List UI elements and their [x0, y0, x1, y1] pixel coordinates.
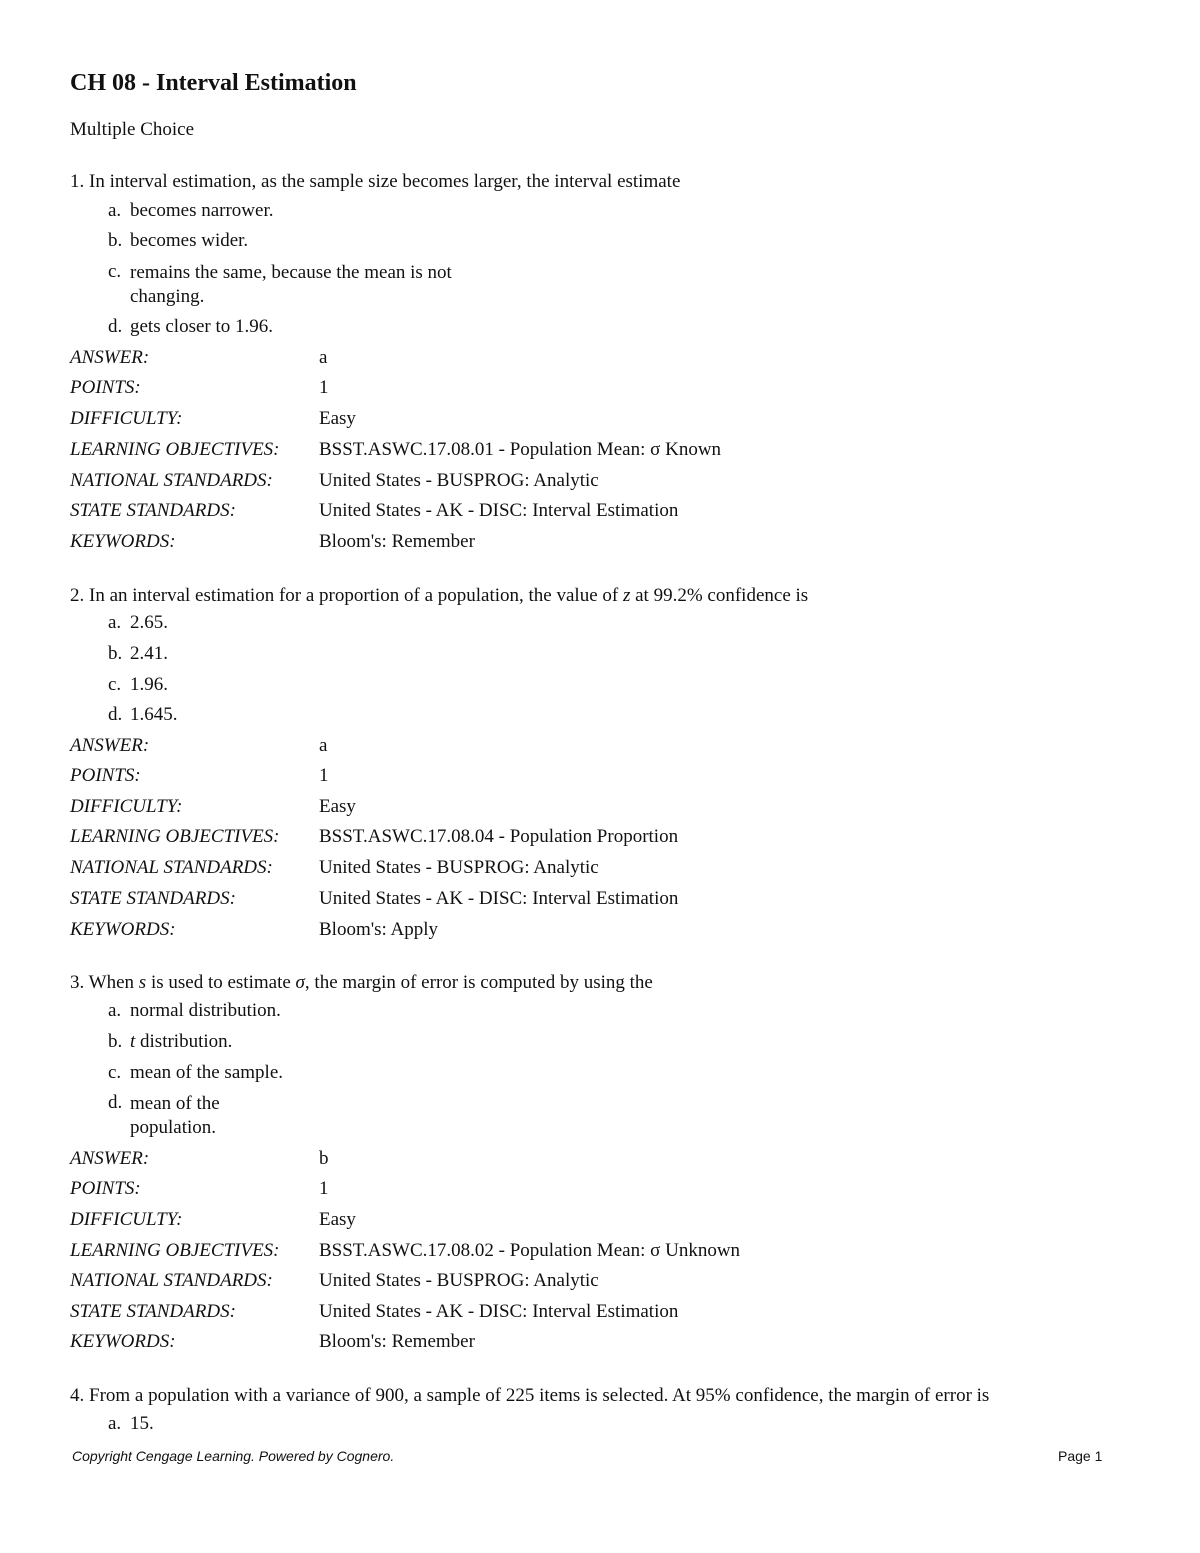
points-value: 1 [319, 377, 329, 398]
points-label: POINTS: [70, 765, 141, 786]
option-text: 2.41. [130, 643, 168, 664]
q1-answer-row [70, 347, 327, 369]
answer-label: ANSWER: [70, 347, 150, 368]
q3-difficulty-row [70, 1209, 356, 1231]
variable-t: t [130, 1031, 136, 1052]
question-text: In interval estimation, as the sample size becomes larger, the interval estimate [89, 171, 681, 192]
question-1-stem [70, 171, 680, 193]
page-title: CH 08 - Interval Estimation [70, 70, 357, 96]
state-standards-label: STATE STANDARDS: [70, 500, 236, 521]
national-standards-label: NATIONAL STANDARDS: [70, 857, 273, 878]
learning-objectives-value: BSST.ASWC.17.08.01 - Population Mean: σ Known [319, 439, 722, 460]
national-standards-value: United States - BUSPROG: Analytic [319, 857, 599, 878]
state-standards-label: STATE STANDARDS: [70, 1301, 236, 1322]
q3-state-standards-row [70, 1301, 678, 1323]
difficulty-label: DIFFICULTY: [70, 408, 183, 429]
answer-value: b [319, 1148, 329, 1169]
option-letter: a. [108, 1413, 122, 1434]
q2-points-row [70, 765, 329, 787]
option-letter: c. [108, 674, 122, 695]
q2-national-standards-row [70, 857, 599, 879]
state-standards-value: United States - AK - DISC: Interval Estimation [319, 888, 679, 909]
q3-keywords-row [70, 1331, 475, 1353]
difficulty-value: Easy [319, 796, 356, 817]
keywords-label: KEYWORDS: [70, 1331, 176, 1352]
learning-objectives-label: LEARNING OBJECTIVES: [70, 826, 280, 847]
option-text: distribution. [140, 1031, 233, 1052]
question-4-stem [70, 1385, 989, 1407]
question-2-option-c [108, 674, 168, 696]
answer-value: a [319, 735, 328, 756]
q1-keywords-row [70, 531, 475, 553]
q1-state-standards-row [70, 500, 678, 522]
option-text: gets closer to 1.96. [130, 316, 274, 337]
difficulty-value: Easy [319, 1209, 356, 1230]
option-text: normal distribution. [130, 1000, 281, 1021]
question-text: is used to estimate [150, 972, 291, 993]
question-2-option-d [108, 704, 178, 726]
option-letter: c. [108, 261, 122, 282]
q1-difficulty-row [70, 408, 356, 430]
option-text: remains the same, because the mean is not changing. [130, 262, 452, 307]
option-text: mean of the sample. [130, 1062, 284, 1083]
points-label: POINTS: [70, 377, 141, 398]
answer-label: ANSWER: [70, 735, 150, 756]
option-letter: d. [108, 704, 123, 725]
variable-s: s [138, 972, 147, 993]
learning-objectives-label: LEARNING OBJECTIVES: [70, 439, 280, 460]
national-standards-value: United States - BUSPROG: Analytic [319, 470, 599, 491]
question-3-option-b [108, 1031, 232, 1053]
option-letter: d. [108, 1092, 123, 1113]
question-2-stem [70, 585, 808, 607]
option-letter: a. [108, 200, 122, 221]
q1-national-standards-row [70, 470, 599, 492]
q3-answer-row [70, 1148, 329, 1170]
state-standards-label: STATE STANDARDS: [70, 888, 236, 909]
keywords-value: Bloom's: Remember [319, 531, 475, 552]
question-3-option-d [108, 1092, 240, 1140]
national-standards-value: United States - BUSPROG: Analytic [319, 1270, 599, 1291]
option-text: becomes wider. [130, 230, 249, 251]
option-letter: c. [108, 1062, 122, 1083]
option-text: 1.96. [130, 674, 168, 695]
q1-learning-objectives-row [70, 439, 721, 461]
learning-objectives-value: BSST.ASWC.17.08.02 - Population Mean: σ Unknown [319, 1240, 741, 1261]
option-text: 2.65. [130, 612, 168, 633]
option-letter: b. [108, 1031, 123, 1052]
option-letter: b. [108, 643, 123, 664]
option-letter: a. [108, 1000, 122, 1021]
question-text: When [88, 972, 135, 993]
difficulty-label: DIFFICULTY: [70, 796, 183, 817]
question-text: From a population with a variance of 900, a sample of 225 items is selected. At 95% confidence, the margin of error is [89, 1385, 990, 1406]
national-standards-label: NATIONAL STANDARDS: [70, 470, 273, 491]
learning-objectives-value: BSST.ASWC.17.08.04 - Population Proportion [319, 826, 679, 847]
question-3-stem [70, 972, 653, 994]
question-2-option-a [108, 612, 168, 634]
keywords-value: Bloom's: Apply [319, 919, 439, 940]
difficulty-value: Easy [319, 408, 356, 429]
question-1-option-c [108, 261, 510, 309]
option-letter: b. [108, 230, 123, 251]
answer-value: a [319, 347, 328, 368]
footer-copyright: Copyright Cengage Learning. Powered by Cognero. [72, 1448, 395, 1464]
option-text: 1.645. [130, 704, 178, 725]
keywords-label: KEYWORDS: [70, 919, 176, 940]
q3-national-standards-row [70, 1270, 599, 1292]
variable-z: z [622, 585, 631, 606]
option-letter: d. [108, 316, 123, 337]
option-text: 15. [130, 1413, 154, 1434]
question-1-option-d [108, 316, 273, 338]
question-1-option-a [108, 200, 274, 222]
learning-objectives-label: LEARNING OBJECTIVES: [70, 1240, 280, 1261]
section-heading: Multiple Choice [70, 119, 195, 140]
question-text: , the margin of error is computed by using the [304, 972, 653, 993]
variable-sigma: σ [295, 972, 305, 993]
q2-state-standards-row [70, 888, 678, 910]
points-value: 1 [319, 1178, 329, 1199]
question-4-option-a [108, 1413, 154, 1435]
question-number: 4. [70, 1385, 85, 1406]
question-3-option-c [108, 1062, 283, 1084]
question-text: In an interval estimation for a proportion of a population, the value of [89, 585, 619, 606]
question-number: 1. [70, 171, 85, 192]
question-text: at 99.2% confidence is [635, 585, 809, 606]
q2-answer-row [70, 735, 327, 757]
question-number: 2. [70, 585, 85, 606]
q1-points-row [70, 377, 329, 399]
state-standards-value: United States - AK - DISC: Interval Estimation [319, 500, 679, 521]
question-number: 3. [70, 972, 85, 993]
points-value: 1 [319, 765, 329, 786]
keywords-value: Bloom's: Remember [319, 1331, 475, 1352]
q2-difficulty-row [70, 796, 356, 818]
answer-label: ANSWER: [70, 1148, 150, 1169]
state-standards-value: United States - AK - DISC: Interval Estimation [319, 1301, 679, 1322]
keywords-label: KEYWORDS: [70, 531, 176, 552]
footer-page-number: Page 1 [1058, 1448, 1103, 1464]
option-text: mean of the population. [130, 1093, 220, 1138]
points-label: POINTS: [70, 1178, 141, 1199]
national-standards-label: NATIONAL STANDARDS: [70, 1270, 273, 1291]
q2-keywords-row [70, 919, 438, 941]
q3-learning-objectives-row [70, 1240, 740, 1262]
question-2-option-b [108, 643, 168, 665]
question-3-option-a [108, 1000, 281, 1022]
q3-points-row [70, 1178, 329, 1200]
option-letter: a. [108, 612, 122, 633]
difficulty-label: DIFFICULTY: [70, 1209, 183, 1230]
q2-learning-objectives-row [70, 826, 678, 848]
question-1-option-b [108, 230, 248, 252]
option-text: becomes narrower. [130, 200, 274, 221]
